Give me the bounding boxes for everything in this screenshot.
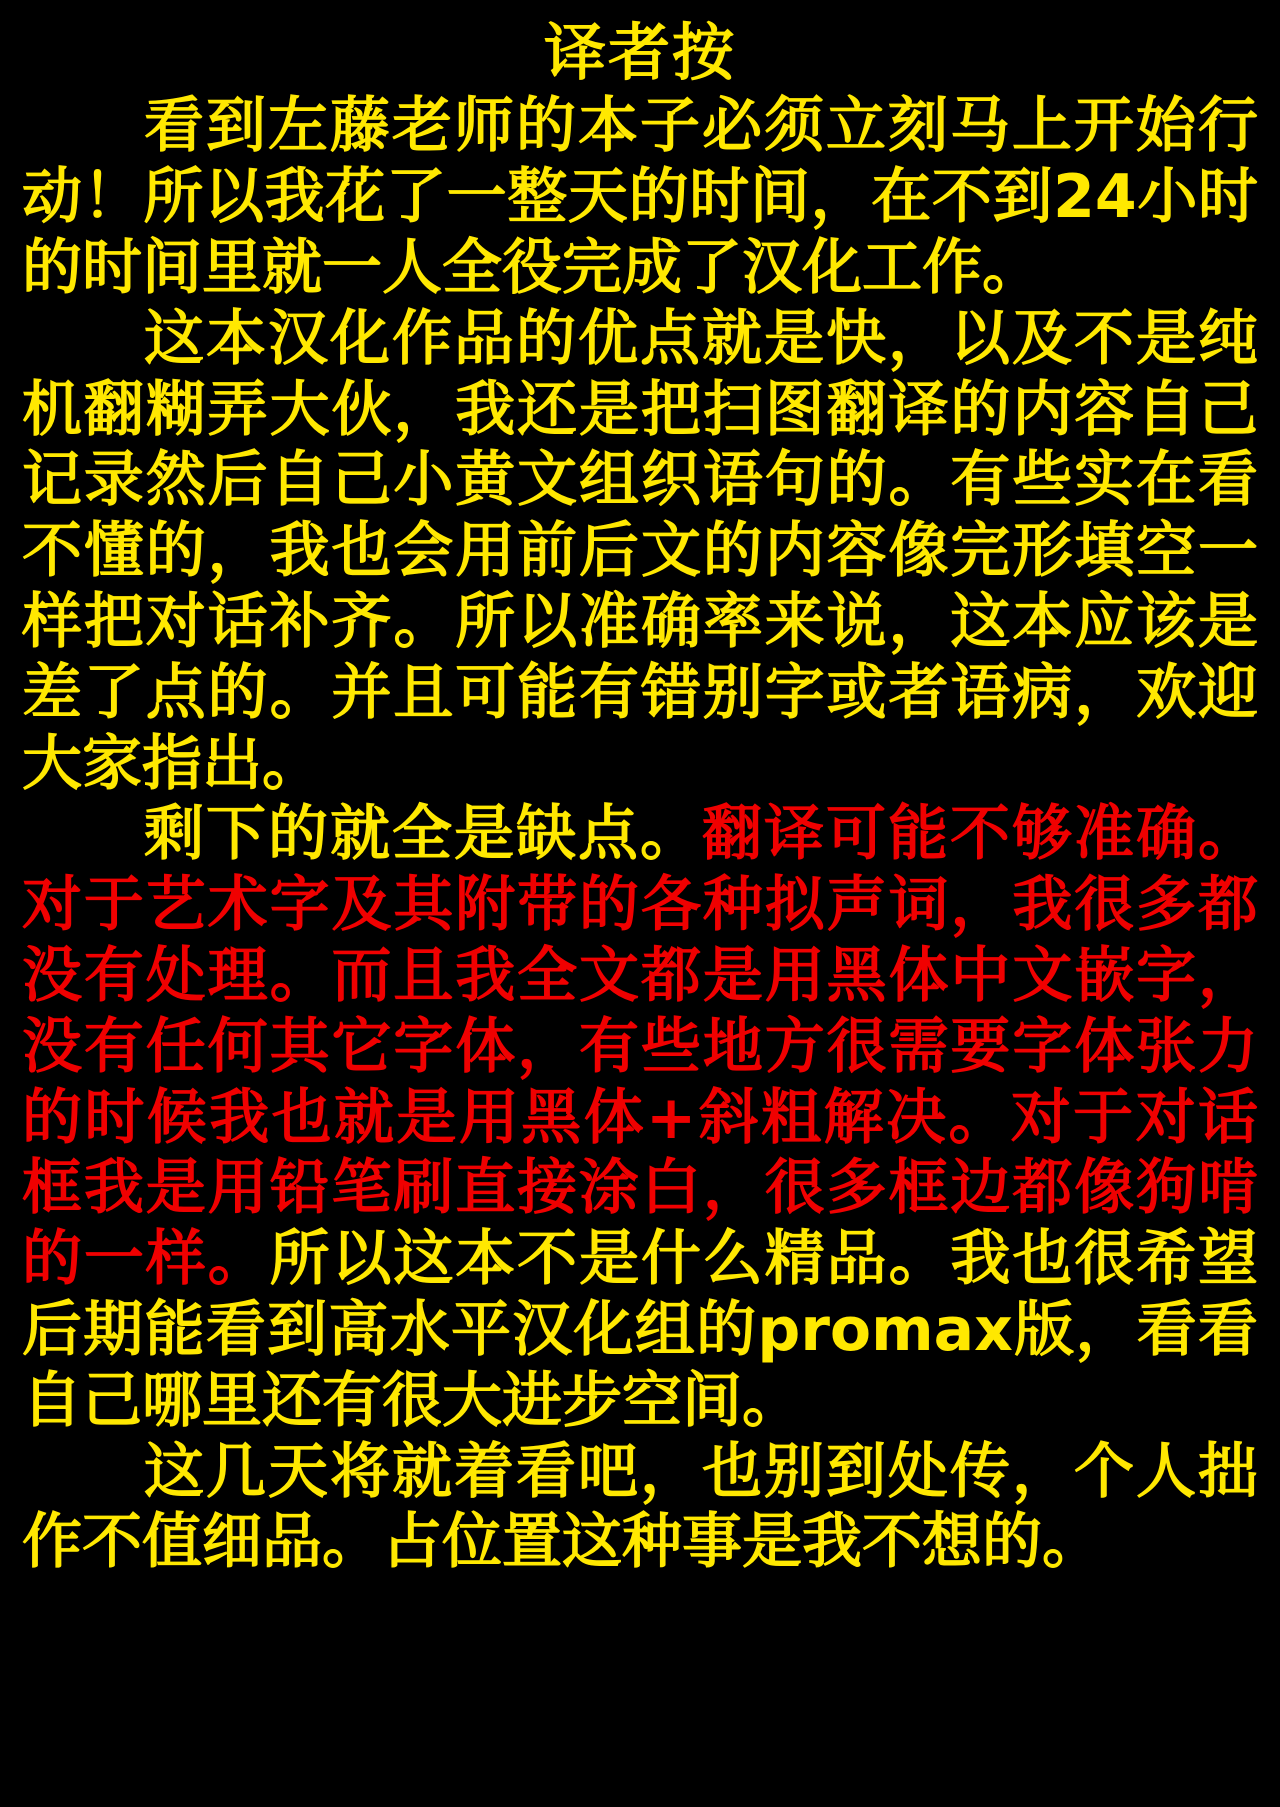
paragraph-3-segment-1: 剩下的就全是缺点。 bbox=[142, 799, 702, 870]
page-title: 译者按 bbox=[543, 16, 736, 89]
paragraph-1: 看到左藤老师的本子必须立刻马上开始行动！所以我花了一整天的时间，在不到24小时的时间里就一人全役完成了汉化工作。 bbox=[22, 91, 1258, 304]
paragraph-3-segment-2: 翻译可能不够准确。对于艺术字及其附带的各种拟声词，我很多都没有处理。而且我全文都是用黑体中文嵌字，没有任何其它字体，有些地方很需要字体张力的时候我也就是用黑体+斜粗解决。对于对话框我是用铅笔刷直接涂白，很多框边都像狗啃的一样。 bbox=[22, 799, 1258, 1295]
paragraph-3-segment-3: 所以这本不是什么精品。我也很希望后期能看到高水平汉化组的promax版，看看自己哪里还有很大进步空间。 bbox=[22, 1224, 1259, 1436]
paragraph-3 bbox=[22, 799, 1258, 1436]
paragraph-2: 这本汉化作品的优点就是快，以及不是纯机翻糊弄大伙，我还是把扫图翻译的内容自己记录然后自己小黄文组织语句的。有些实在看不懂的，我也会用前后文的内容像完形填空一样把对话补齐。所以准确率来说，这本应该是差了点的。并且可能有错别字或者语病，欢迎大家指出。 bbox=[22, 303, 1258, 799]
paragraph-4: 这几天将就着看吧，也别到处传，个人拙作不值细品。占位置这种事是我不想的。 bbox=[22, 1436, 1258, 1578]
